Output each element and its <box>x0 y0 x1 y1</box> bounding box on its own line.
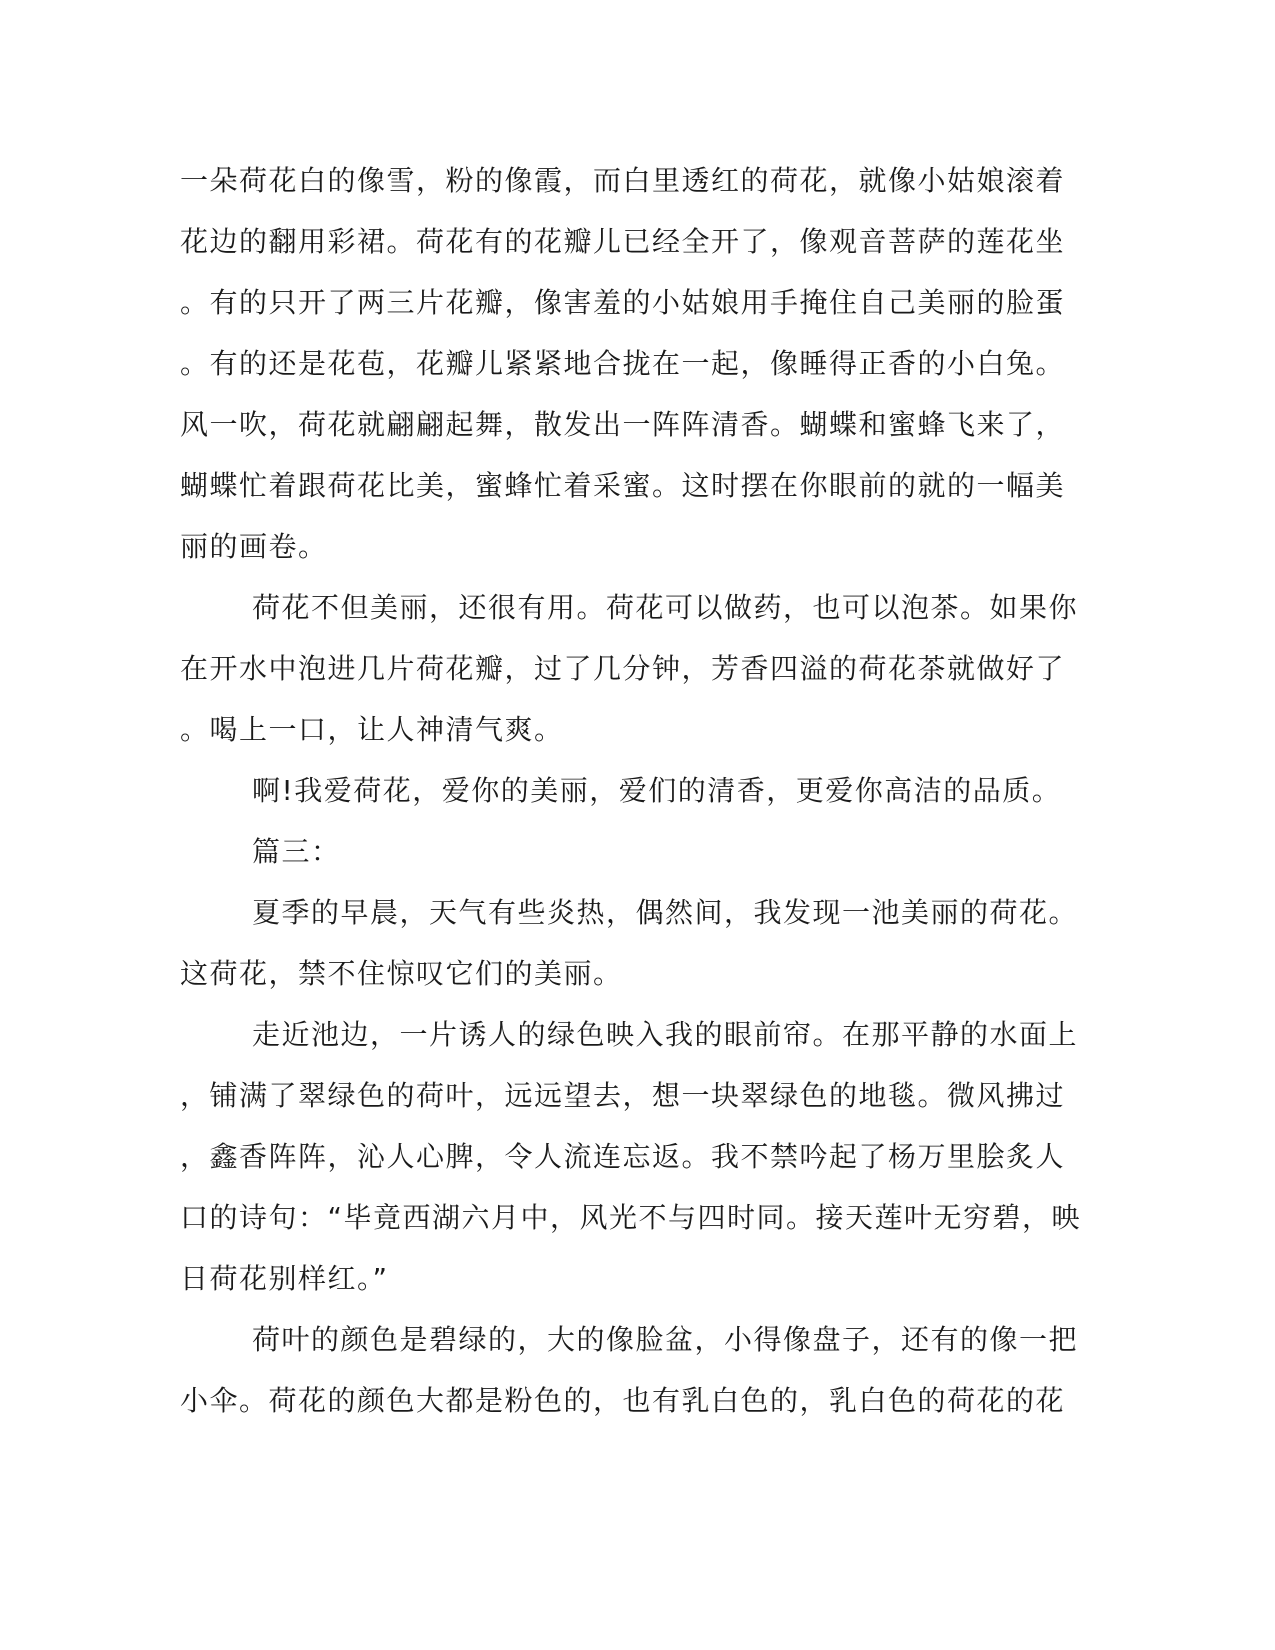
text-line: 花边的翻用彩裙。荷花有的花瓣儿已经全开了，像观音菩萨的莲花坐 <box>180 225 1066 258</box>
text-line: 。喝上一口，让人神清气爽。 <box>180 713 564 746</box>
body-text <box>180 150 1082 1431</box>
text-line: 日荷花别样红。” <box>180 1262 389 1295</box>
section-heading: 篇三： <box>252 835 341 868</box>
text-line: 荷花不但美丽，还很有用。荷花可以做药，也可以泡茶。如果你 <box>252 591 1079 624</box>
text-line: ，铺满了翠绿色的荷叶，远远望去，想一块翠绿色的地毯。微风拂过 <box>180 1079 1066 1112</box>
text-line: 。有的还是花苞，花瓣儿紧紧地合拢在一起，像睡得正香的小白兔。 <box>180 347 1066 380</box>
text-line: 风一吹，荷花就翩翩起舞，散发出一阵阵清香。蝴蝶和蜜蜂飞来了， <box>180 408 1066 441</box>
text-line: 口的诗句：“毕竟西湖六月中，风光不与四时同。接天莲叶无穷碧，映 <box>180 1201 1082 1234</box>
text-line: 夏季的早晨，天气有些炎热，偶然间，我发现一池美丽的荷花。 <box>252 896 1079 929</box>
text-line: 走近池边，一片诱人的绿色映入我的眼前帘。在那平静的水面上 <box>252 1018 1079 1051</box>
text-line: 。有的只开了两三片花瓣，像害羞的小姑娘用手掩住自己美丽的脸蛋 <box>180 286 1066 319</box>
text-line: 丽的画卷。 <box>180 530 328 563</box>
text-line: 在开水中泡进几片荷花瓣，过了几分钟，芳香四溢的荷花茶就做好了 <box>180 652 1066 685</box>
text-line: 小伞。荷花的颜色大都是粉色的，也有乳白色的，乳白色的荷花的花 <box>180 1384 1066 1417</box>
text-line: 一朵荷花白的像雪，粉的像霞，而白里透红的荷花，就像小姑娘滚着 <box>180 164 1066 197</box>
text-line: 啊!我爱荷花，爱你的美丽，爱们的清香，更爱你高洁的品质。 <box>252 774 1062 807</box>
text-line: 蝴蝶忙着跟荷花比美，蜜蜂忙着采蜜。这时摆在你眼前的就的一幅美 <box>180 469 1066 502</box>
text-line: ，鑫香阵阵，沁人心脾，令人流连忘返。我不禁吟起了杨万里脍炙人 <box>180 1140 1066 1173</box>
text-line: 荷叶的颜色是碧绿的，大的像脸盆，小得像盘子，还有的像一把 <box>252 1323 1079 1356</box>
text-line: 这荷花，禁不住惊叹它们的美丽。 <box>180 957 623 990</box>
